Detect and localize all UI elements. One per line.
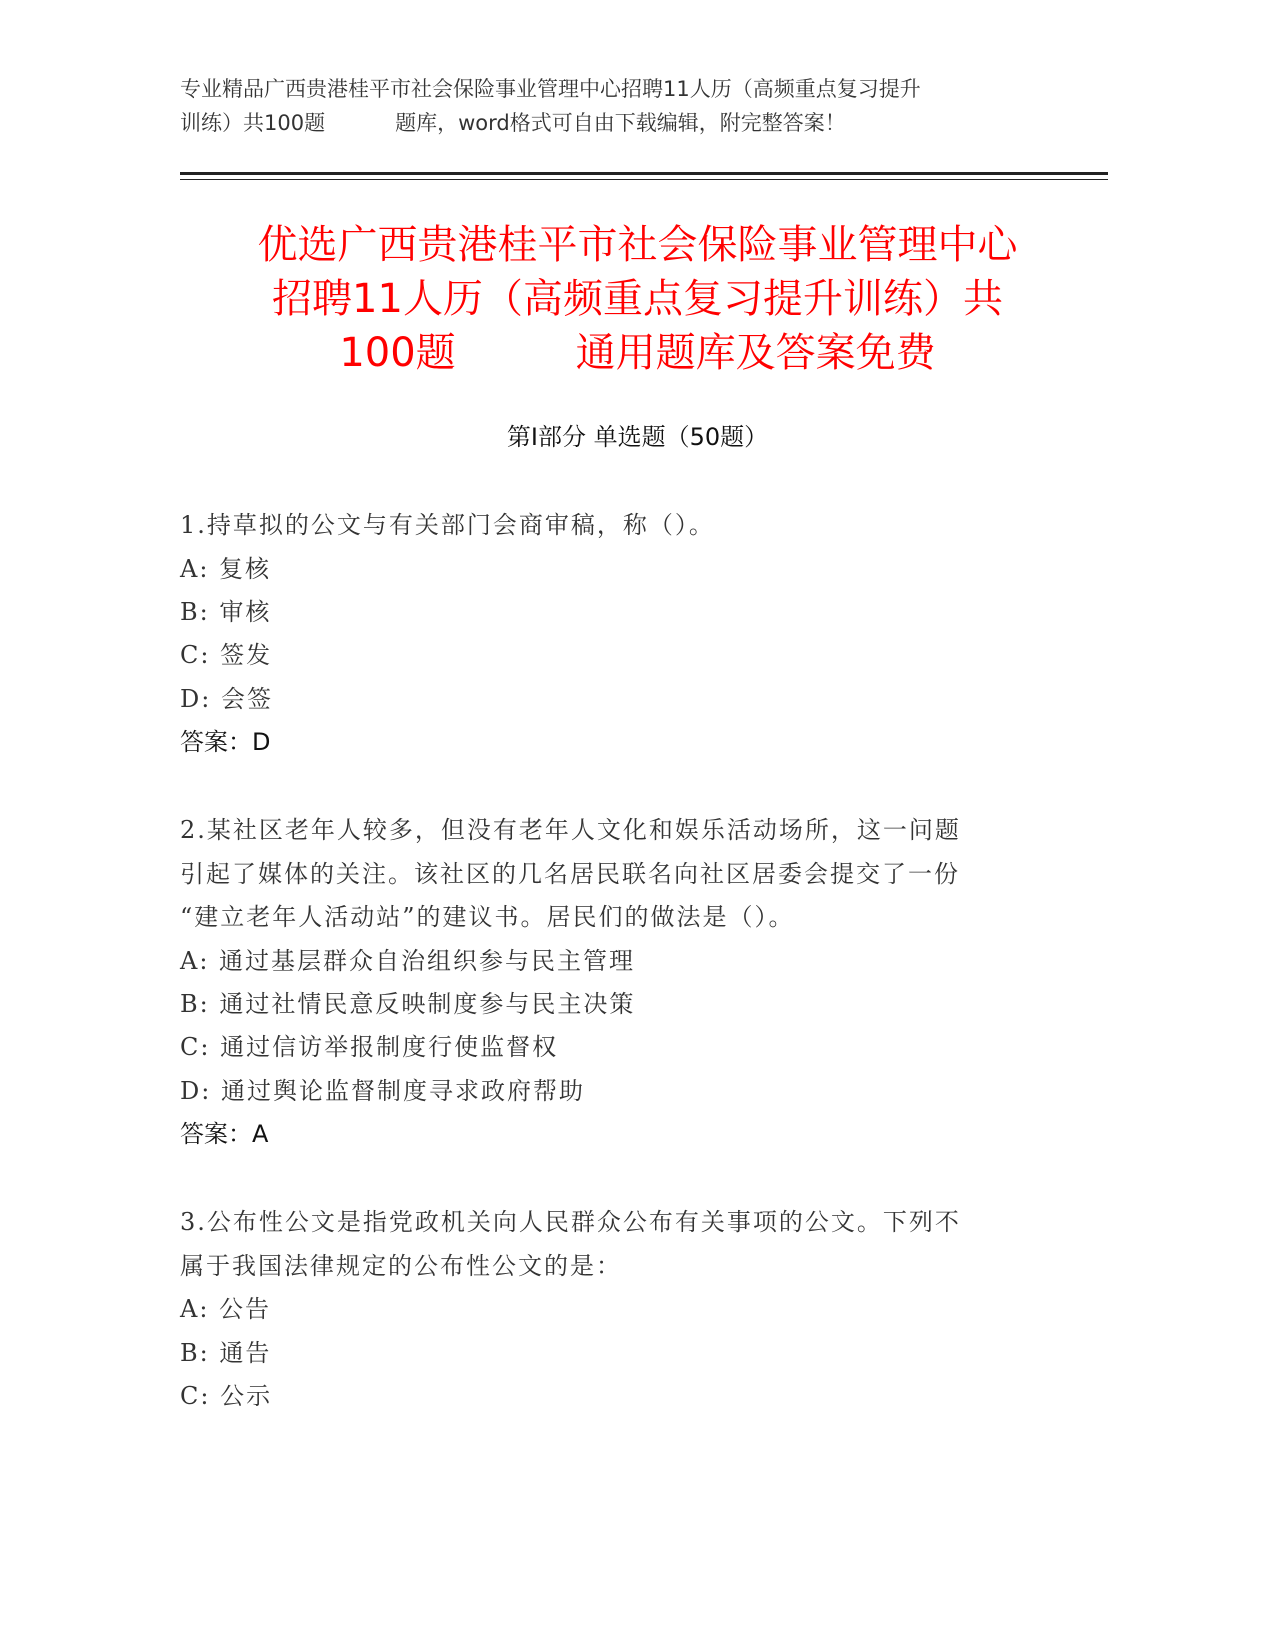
section-title: 第Ⅰ部分 单选题（50题） [506,423,769,451]
question-1-answer: 答案：D [180,728,271,756]
question-2-answer: 答案：A [180,1120,269,1148]
header-note-line2-part2: 题库，word格式可自由下载编辑，附完整答案！ [395,111,846,135]
question-2-option-b: B: 通过社情民意反映制度参与民主决策 [180,990,636,1018]
question-3-option-c: C: 公示 [180,1382,273,1410]
question-2-option-d: D: 通过舆论监督制度寻求政府帮助 [180,1077,585,1105]
header-note-line2-part1: 训练）共100题 [180,111,326,135]
document-title-line3-part1: 100题 [339,330,456,376]
header-note-line1: 专业精品广西贵港桂平市社会保险事业管理中心招聘11人历（高频重点复习提升 [180,77,921,101]
question-1-option-a: A: 复核 [180,555,272,583]
document-title-line1: 优选广西贵港桂平市社会保险事业管理中心 [257,222,1018,268]
question-3-option-b: B: 通告 [180,1339,272,1367]
question-1-option-d: D: 会签 [180,685,273,713]
header-note [180,72,1060,140]
question-2-text-line3: “建立老年人活动站”的建议书。居民们的做法是（）。 [180,903,795,931]
question-1-text: 1.持草拟的公文与有关部门会商审稿，称（）。 [180,511,715,539]
question-1-option-c: C: 签发 [180,641,273,669]
header-note-line2 [180,106,1060,140]
document-title [150,218,1125,380]
header-rule-thin [180,179,1108,180]
document-title-line2: 招聘11人历（高频重点复习提升训练）共 [272,276,1003,322]
question-2-option-a: A: 通过基层群众自治组织参与民主管理 [180,947,636,975]
question-3-text-line2: 属于我国法律规定的公布性公文的是： [180,1252,622,1280]
question-2-text-line2: 引起了媒体的关注。该社区的几名居民联名向社区居委会提交了一份 [180,860,960,888]
question-2-text-line1: 2.某社区老年人较多，但没有老年人文化和娱乐活动场所，这一问题 [180,816,961,844]
document-title-line3 [150,326,1125,380]
header-rule-thick [180,172,1108,175]
question-2-option-c: C: 通过信访举报制度行使监督权 [180,1033,559,1061]
question-1-option-b: B: 审核 [180,598,272,626]
question-3-option-a: A: 公告 [180,1295,272,1323]
document-title-line3-part2: 通用题库及答案免费 [575,330,936,376]
question-3-text-line1: 3.公布性公文是指党政机关向人民群众公布有关事项的公文。下列不 [180,1208,961,1236]
